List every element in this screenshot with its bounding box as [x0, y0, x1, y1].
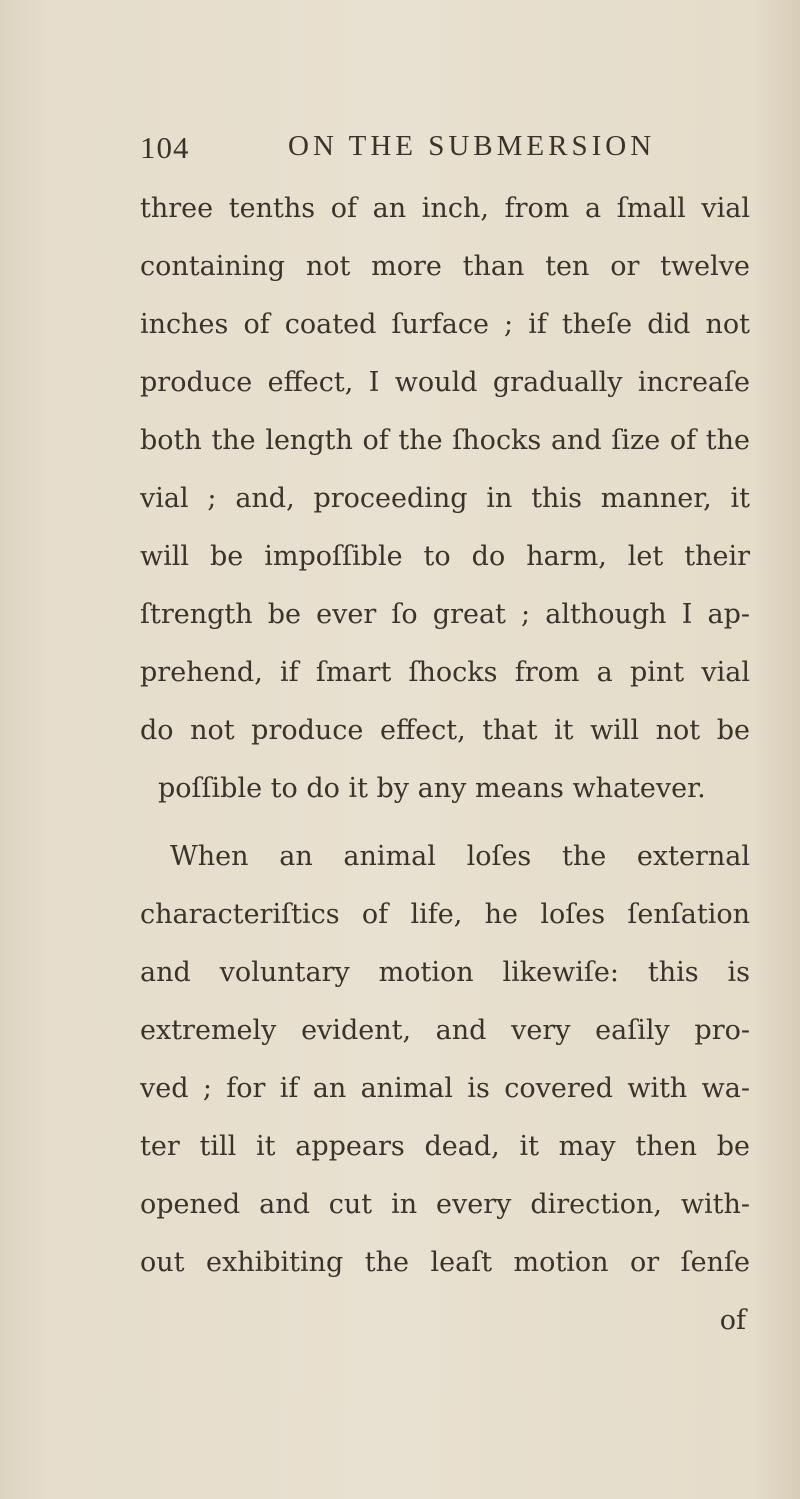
text-line: characteriſtics of life, he loſes ſenſation	[140, 899, 750, 930]
text-line: do not produce effect, that it will not be	[140, 715, 750, 746]
text-line: out exhibiting the leaſt motion or ſenſe	[140, 1247, 750, 1278]
text-line: three tenths of an inch, from a ſmall vial	[140, 193, 750, 224]
text-line: both the length of the ſhocks and ſize of the	[140, 425, 750, 456]
text-line: ter till it appears dead, it may then be	[140, 1131, 750, 1162]
paragraph-1	[140, 180, 750, 818]
text-line: ved ; for if an animal is covered with wa-	[140, 1073, 750, 1104]
text-line: inches of coated ſurface ; if theſe did not	[140, 309, 750, 340]
text-line: When an animal loſes the external	[170, 841, 750, 872]
text-line: vial ; and, proceeding in this manner, it	[140, 483, 750, 514]
text-line: prehend, if ſmart ſhocks from a pint vial	[140, 657, 750, 688]
text-line: opened and cut in every direction, with-	[140, 1189, 750, 1220]
text-line: ſtrength be ever ſo great ; although I ap-	[140, 599, 750, 630]
text-line: containing not more than ten or twelve	[140, 251, 750, 282]
running-head: ON THE SUBMERSION	[288, 130, 656, 162]
text-line: and voluntary motion likewiſe: this is	[140, 957, 750, 988]
text-line: will be impoſſible to do harm, let their	[140, 541, 750, 572]
text-line: poſſible to do it by any means whatever.	[158, 773, 706, 804]
page-header	[140, 130, 760, 170]
paragraph-2	[140, 828, 750, 1350]
catchword: of	[719, 1305, 746, 1336]
text-line: produce effect, I would gradually increaſe	[140, 367, 750, 398]
text-line: extremely evident, and very eaſily pro-	[140, 1015, 750, 1046]
page-number: 104	[140, 130, 190, 165]
